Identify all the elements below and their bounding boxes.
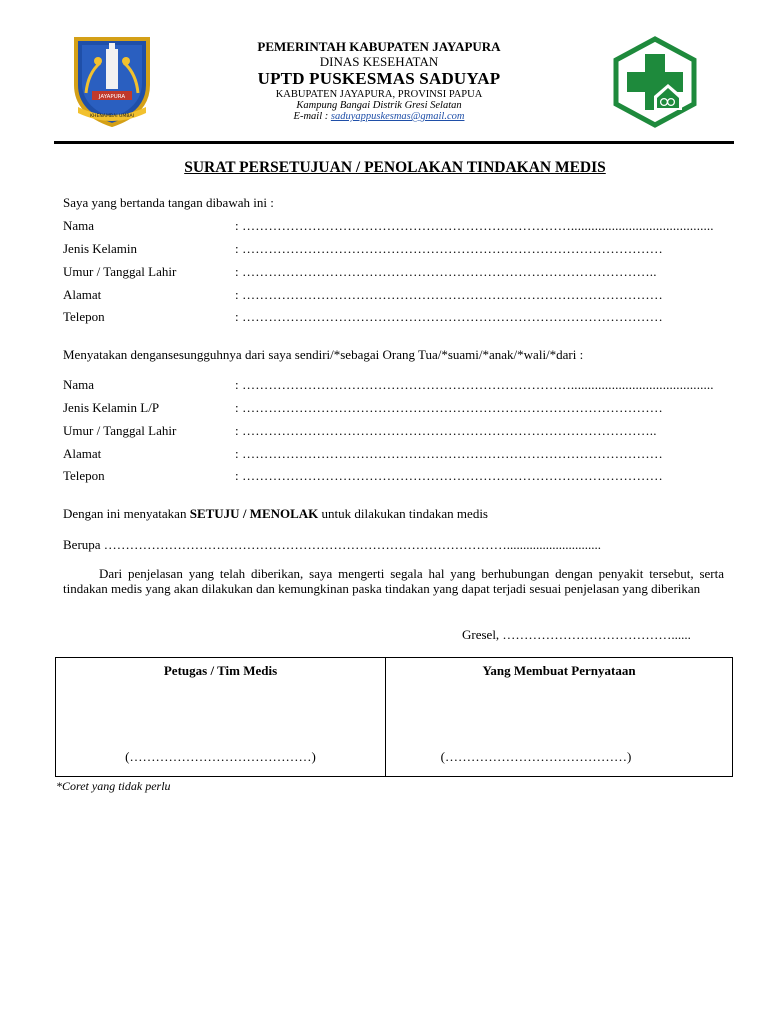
- document-title: SURAT PERSETUJUAN / PENOLAKAN TINDAKAN MEDIS: [184, 159, 606, 176]
- patient-gender-field[interactable]: : ……………………………………………………………………………………: [235, 400, 663, 415]
- signer-age-field[interactable]: : …………………………………………………………………………………..: [235, 264, 657, 279]
- emblem-banner-text: JAYAPURA: [98, 94, 126, 100]
- agency-name: DINAS KESEHATAN: [319, 54, 439, 69]
- patient-address-label: Alamat: [63, 446, 102, 461]
- signer-gender-field[interactable]: : ……………………………………………………………………………………: [235, 241, 663, 256]
- signer-name-label: Nama: [63, 218, 95, 233]
- statement-text: Menyatakan dengansesungguhnya dari saya sendiri/*sebagai Orang Tua/*suami/*anak/*wali/*dari :: [63, 347, 584, 362]
- consent-choice[interactable]: SETUJU / MENOLAK: [189, 506, 319, 521]
- patient-phone-field[interactable]: : ……………………………………………………………………………………: [235, 468, 663, 483]
- email-link[interactable]: saduyappuskesmas@gmail.com: [330, 111, 465, 122]
- signer-gender-label: Jenis Kelamin: [63, 241, 138, 256]
- place-date-field[interactable]: Gresel, …………………………………......: [462, 627, 691, 642]
- header-divider: [54, 141, 734, 144]
- email-line: [210, 111, 548, 122]
- patient-address-field[interactable]: : ……………………………………………………………………………………: [235, 446, 663, 461]
- declarant-header: Yang Membuat Pernyataan: [482, 663, 636, 678]
- declarant-signature-field[interactable]: (……………………………………): [440, 749, 632, 764]
- declaration-suffix: untuk dilakukan tindakan medis: [318, 506, 488, 521]
- regency-emblem-icon: [70, 33, 154, 127]
- puskesmas-cross-icon: [610, 36, 700, 128]
- patient-phone-label: Telepon: [63, 468, 105, 483]
- signature-table: [55, 657, 733, 777]
- medical-officer-signature-field[interactable]: (……………………………………): [125, 749, 316, 764]
- address-line: Kampung Bangai Distrik Gresi Selatan: [296, 100, 462, 111]
- patient-name-field[interactable]: : …………………………………………………………………..........................................: [235, 377, 714, 392]
- patient-name-label: Nama: [63, 377, 95, 392]
- medical-officer-header: Petugas / Tim Medis: [163, 663, 278, 678]
- patient-age-label: Umur / Tanggal Lahir: [63, 423, 177, 438]
- patient-gender-label: Jenis Kelamin L/P: [63, 400, 160, 415]
- signer-phone-label: Telepon: [63, 309, 105, 324]
- institution-name: UPTD PUSKESMAS SADUYAP: [257, 69, 501, 88]
- region-line: KABUPATEN JAYAPURA, PROVINSI PAPUA: [275, 89, 483, 100]
- signer-age-label: Umur / Tanggal Lahir: [63, 264, 177, 279]
- signer-address-label: Alamat: [63, 287, 102, 302]
- emblem-ribbon-text: KHENAMBAI UMBAI: [90, 114, 134, 119]
- explanation-paragraph: Dari penjelasan yang telah diberikan, saya mengerti segala hal yang berhubungan dengan penyakit tersebut, serta tindakan medis yang akan dilakukan dan kemungkinan paska tindakan yang dapat terjadi sesuai penjelasan yang diberikan: [63, 566, 724, 596]
- signer-phone-field[interactable]: : ……………………………………………………………………………………: [235, 309, 663, 324]
- signer-name-field[interactable]: : …………………………………………………………………..........................................: [235, 218, 714, 233]
- procedure-field[interactable]: Berupa ………………………………………………………………………………….............................: [63, 537, 602, 552]
- government-name: PEMERINTAH KABUPATEN JAYAPURA: [257, 39, 501, 54]
- declaration-prefix: Dengan ini menyatakan: [63, 506, 190, 521]
- signer-address-field[interactable]: : ……………………………………………………………………………………: [235, 287, 663, 302]
- intro-text: Saya yang bertanda tangan dibawah ini :: [63, 195, 274, 210]
- declaration-line: [63, 506, 488, 522]
- email-label: E-mail :: [293, 111, 331, 122]
- patient-age-field[interactable]: : …………………………………………………………………………………..: [235, 423, 657, 438]
- footnote: *Coret yang tidak perlu: [56, 779, 171, 793]
